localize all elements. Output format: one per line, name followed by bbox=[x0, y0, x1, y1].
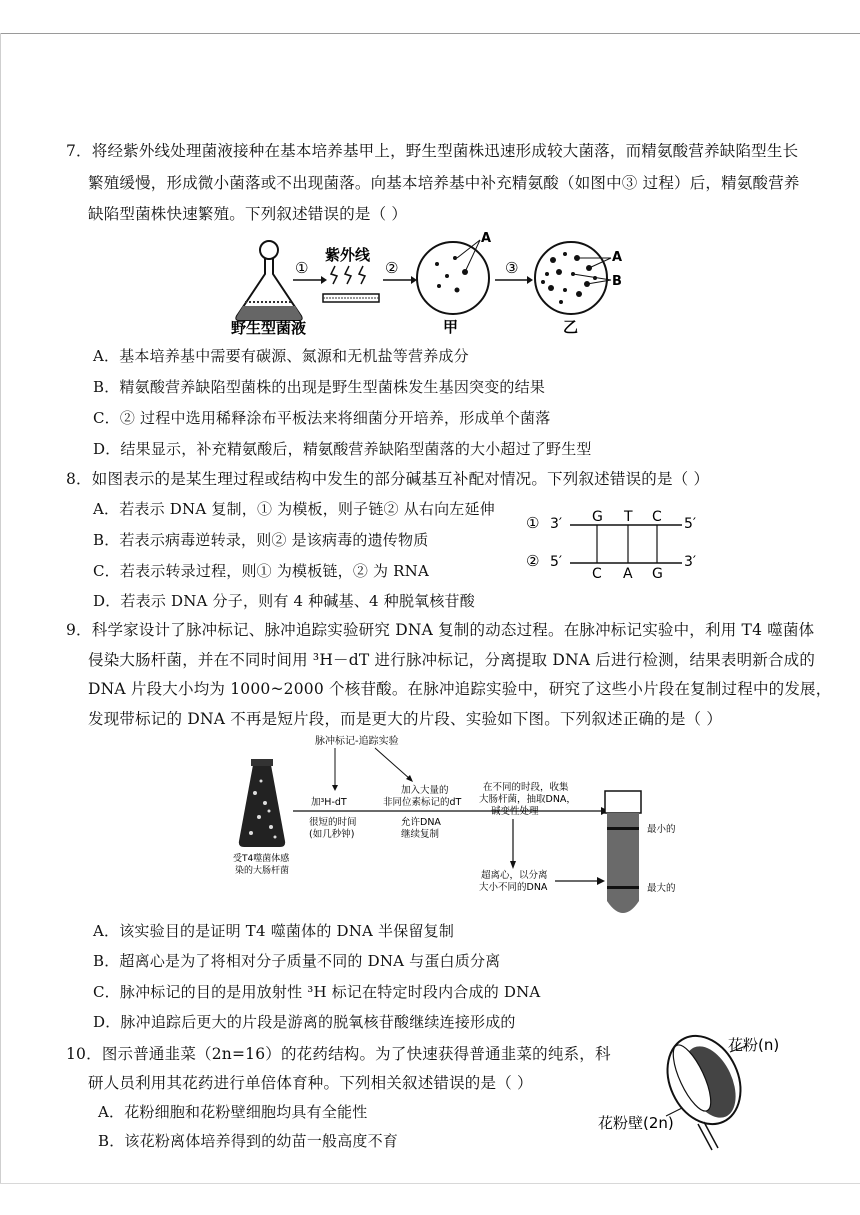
add-many-label-1: 加入大量的 bbox=[401, 785, 449, 796]
q9-stem-line4: 发现带标记的 DNA 不再是短片段，而是更大的片段、实验如下图。下列叙述正确的是（ ） bbox=[88, 710, 723, 728]
step2-label: ② bbox=[385, 259, 399, 277]
dish1-marker-a: A bbox=[481, 231, 492, 246]
q7-stem-line3: 缺陷型菌株快速繁殖。下列叙述错误的是（ ） bbox=[88, 205, 408, 223]
strand2-start: 5′ bbox=[550, 554, 563, 570]
page-border-left bbox=[0, 33, 1, 1183]
q9-stem-line2: 侵染大肠杆菌，并在不同时间用 ³H－dT 进行脉冲标记，分离提取 DNA 后进行检测，结果表明新合成的 bbox=[88, 651, 816, 669]
q8-option-d: D．若表示 DNA 分子，则有 4 种碱基、4 种脱氧核苷酸 bbox=[93, 592, 475, 610]
q10-stem-line2: 研人员利用其花药进行单倍体育种。下列相关叙述错误的是（ ） bbox=[88, 1074, 533, 1092]
q9-pulse-chase-figure bbox=[225, 733, 685, 918]
q7-option-c: C．② 过程中选用稀释涂布平板法来将细菌分开培养，形成单个菌落 bbox=[93, 409, 551, 427]
page-border-top bbox=[0, 33, 860, 34]
strand1-number: ① bbox=[526, 514, 540, 532]
q10-option-a: A．花粉细胞和花粉壁细胞均具有全能性 bbox=[98, 1103, 368, 1121]
infected-label-1: 受T4噬菌体感 bbox=[233, 854, 290, 864]
q8-base-pair-figure bbox=[522, 508, 712, 580]
q7-option-d: D．结果显示，补充精氨酸后，精氨酸营养缺陷型菌落的大小超过了野生型 bbox=[93, 440, 592, 458]
ecoli-flask-icon bbox=[239, 759, 285, 847]
centrifuge-tube-icon bbox=[605, 791, 641, 913]
q8-option-c: C．若表示转录过程，则① 为模板链，② 为 RNA bbox=[93, 562, 430, 580]
q9-option-c: C．脉冲标记的目的是用放射性 ³H 标记在特定时段内合成的 DNA bbox=[93, 983, 541, 1001]
centrifuge-label-1: 超离心，以分离 bbox=[481, 870, 548, 881]
seconds-label: (如几秒钟) bbox=[309, 829, 355, 840]
pollen-label: 花粉(n) bbox=[728, 1036, 780, 1054]
add-h3-label: 加³H-dT bbox=[311, 797, 347, 808]
q9-option-d: D．脉冲追踪后更大的片段是游离的脱氧核苷酸继续连接形成的 bbox=[93, 1013, 516, 1031]
strand2-number: ② bbox=[526, 552, 540, 570]
flask-label: 野生型菌液 bbox=[231, 319, 307, 337]
strand1-start: 3′ bbox=[550, 516, 563, 532]
add-many-label-2: 非同位素标记的dT bbox=[383, 797, 462, 808]
q8-stem: 8．如图表示的是某生理过程或结构中发生的部分碱基互补配对情况。下列叙述错误的是（ ） bbox=[66, 470, 710, 488]
smallest-label: 最小的 bbox=[647, 824, 676, 835]
experiment-title: 脉冲标记-追踪实验 bbox=[315, 736, 399, 747]
petri-dish-jia bbox=[417, 242, 489, 314]
q9-option-b: B．超离心是为了将相对分子质量不同的 DNA 与蛋白质分离 bbox=[93, 952, 501, 970]
q7-figure bbox=[225, 228, 645, 338]
q10-anther-figure bbox=[592, 1030, 812, 1152]
strand2-base-3: G bbox=[652, 566, 663, 580]
uv-label: 紫外线 bbox=[325, 246, 371, 264]
q7-stem-line1: 7．将经紫外线处理菌液接种在基本培养基甲上，野生型菌株迅速形成较大菌落，而精氨酸营养缺陷型生长 bbox=[66, 142, 799, 160]
q8-option-b: B．若表示病毒逆转录，则② 是该病毒的遗传物质 bbox=[93, 531, 429, 549]
q8-option-a: A．若表示 DNA 复制，① 为模板，则子链② 从右向左延伸 bbox=[93, 500, 495, 518]
centrifuge-label-2: 大小不同的DNA bbox=[479, 882, 548, 893]
strand1-base-3: C bbox=[652, 509, 662, 525]
flask-icon bbox=[236, 241, 301, 320]
step3-label: ③ bbox=[505, 259, 519, 277]
q9-stem-line3: DNA 片段大小均为 1000~2000 个核苷酸。在脉冲追踪实验中，研究了这些小片段在复制过程中的发展， bbox=[88, 680, 832, 698]
strand2-base-2: A bbox=[623, 566, 633, 580]
uv-rays-icon bbox=[331, 266, 365, 284]
collect-label-2: 大肠杆菌，抽取DNA， bbox=[479, 794, 576, 805]
dish2-marker-a: A bbox=[612, 250, 623, 265]
collect-label-1: 在不同的时段，收集 bbox=[483, 782, 569, 793]
collect-label-3: 碱变性处理 bbox=[491, 806, 539, 817]
largest-label: 最大的 bbox=[647, 883, 676, 894]
step1-label: ① bbox=[295, 259, 309, 277]
culture-plate-icon bbox=[323, 294, 379, 302]
q9-stem-line1: 9．科学家设计了脉冲标记、脉冲追踪实验研究 DNA 复制的动态过程。在脉冲标记实验中，利用 T4 噬菌体 bbox=[66, 621, 815, 639]
q7-option-a: A．基本培养基中需要有碳源、氮源和无机盐等营养成分 bbox=[93, 347, 469, 365]
allow-label-1: 允许DNA bbox=[401, 817, 441, 828]
allow-label-2: 继续复制 bbox=[401, 829, 440, 840]
strand1-base-1: G bbox=[592, 509, 603, 525]
q9-option-a: A．该实验目的是证明 T4 噬菌体的 DNA 半保留复制 bbox=[93, 922, 455, 940]
q10-stem-line1: 10．图示普通韭菜（2n=16）的花药结构。为了快速获得普通韭菜的纯系，科 bbox=[66, 1045, 611, 1063]
dish2-label: 乙 bbox=[563, 318, 579, 336]
short-time-label: 很短的时间 bbox=[309, 817, 357, 828]
dish1-label: 甲 bbox=[443, 318, 459, 336]
dish2-marker-b: B bbox=[612, 274, 622, 289]
q10-option-b: B．该花粉离体培养得到的幼苗一般高度不育 bbox=[98, 1132, 399, 1150]
strand2-base-1: C bbox=[592, 566, 602, 580]
pollen-wall-label: 花粉壁(2n) bbox=[598, 1114, 674, 1132]
strand1-base-2: T bbox=[624, 509, 633, 525]
page-border-bottom bbox=[0, 1183, 860, 1184]
infected-label-2: 染的大肠杆菌 bbox=[235, 866, 290, 876]
q7-option-b: B．精氨酸营养缺陷型菌株的出现是野生型菌株发生基因突变的结果 bbox=[93, 378, 546, 396]
q7-stem-line2: 繁殖缓慢，形成微小菌落或不出现菌落。向基本培养基中补充精氨酸（如图中③ 过程）后，精氨酸营养 bbox=[88, 174, 800, 192]
strand2-end: 3′ bbox=[684, 554, 697, 570]
strand1-end: 5′ bbox=[684, 516, 697, 532]
